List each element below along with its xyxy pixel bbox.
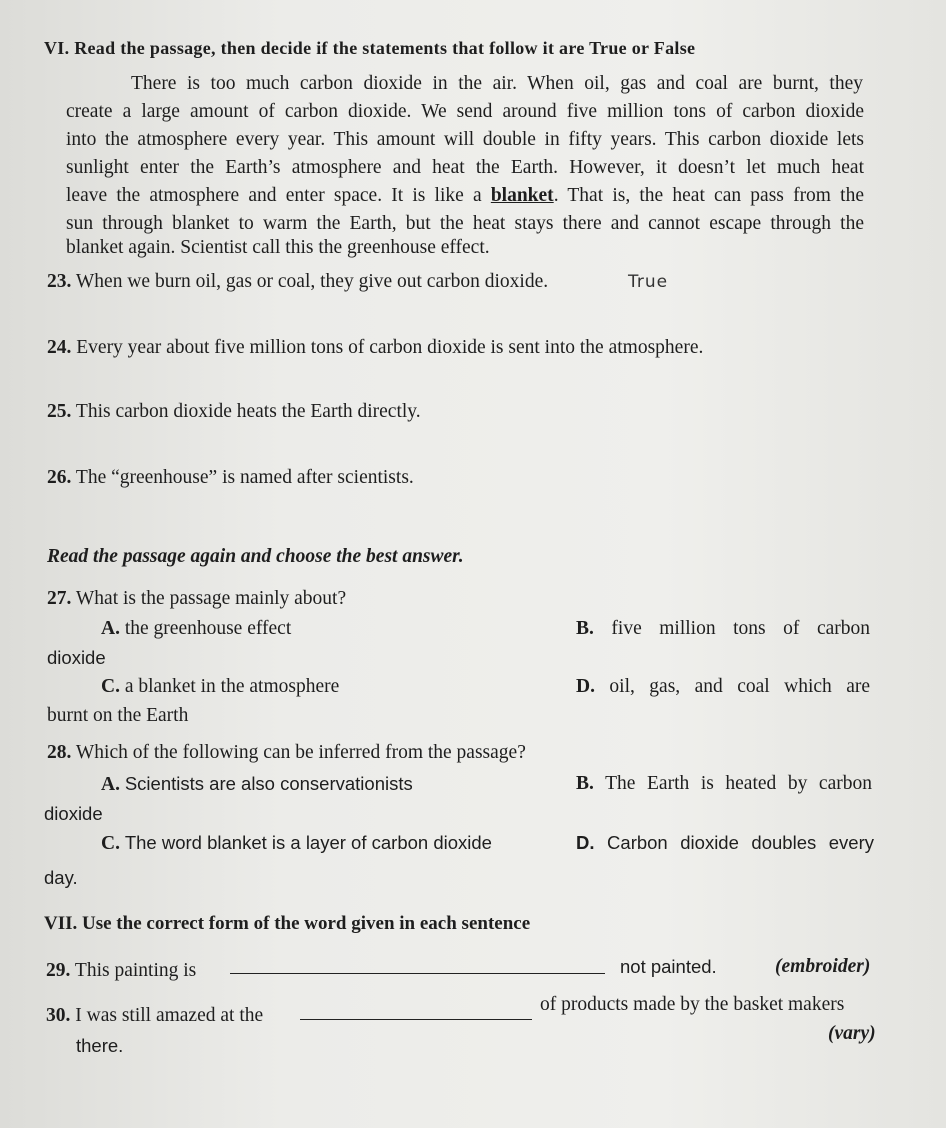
option-text: five million tons of carbon — [611, 618, 870, 639]
section-6-heading: VI. Read the passage, then decide if the statements that follow it are True or False — [44, 38, 696, 58]
q28-option-d-continued: day. — [44, 867, 78, 888]
sentence-start: I was still amazed at the — [75, 1005, 264, 1026]
word-hint-30: (vary) — [828, 1023, 876, 1044]
q28-option-d — [576, 831, 874, 855]
question-27 — [47, 587, 346, 611]
item-29-ending: not painted. — [620, 956, 717, 977]
passage-text: into the atmosphere every year. This amount will double in fifty years. This carbon dioxide lets — [66, 129, 864, 150]
passage-text: sun through blanket to warm the Earth, but the heat stays there and cannot escape through the — [66, 213, 864, 234]
passage-text: sunlight enter the Earth’s atmosphere and heat the Earth. However, it doesn’t let much heat — [66, 157, 864, 178]
statement-text: When we burn oil, gas or coal, they give out carbon dioxide. — [75, 271, 549, 292]
q27-option-d-continued: burnt on the Earth — [47, 705, 189, 726]
q27-option-d — [576, 675, 870, 699]
item-30 — [46, 1004, 263, 1028]
option-letter: C. — [101, 676, 120, 697]
q27-option-a — [101, 617, 291, 641]
passage-fragment: . That is, the heat can pass from the — [553, 185, 864, 206]
q27-option-b-continued: dioxide — [47, 647, 106, 668]
passage-line-6 — [66, 212, 864, 236]
statement-text: This carbon dioxide heats the Earth directly. — [75, 401, 421, 422]
passage-line-4 — [66, 156, 864, 180]
question-number: 28. — [47, 742, 72, 763]
statement-number: 24. — [47, 337, 72, 358]
item-29 — [46, 959, 196, 983]
question-text: Which of the following can be inferred from the passage? — [75, 742, 526, 763]
q27-option-c — [101, 675, 339, 699]
reading-instruction: Read the passage again and choose the best answer. — [47, 546, 464, 567]
q28-option-c — [101, 831, 492, 856]
passage-text: create a large amount of carbon dioxide. We send around five million tons of carbon dioxide — [66, 101, 864, 122]
question-number: 27. — [47, 588, 72, 609]
option-text: the greenhouse effect — [124, 618, 292, 639]
statement-number: 25. — [47, 401, 72, 422]
answer-blank-30[interactable] — [300, 1001, 532, 1020]
passage-line-2 — [66, 100, 864, 124]
option-text: Scientists are also conservationists — [124, 773, 413, 794]
word-hint-29: (embroider) — [775, 956, 871, 977]
item-30-continuation: there. — [76, 1035, 124, 1056]
statement-26 — [47, 466, 414, 490]
passage-line-3 — [66, 128, 864, 152]
item-number: 30. — [46, 1005, 71, 1026]
option-letter: A. — [101, 618, 120, 639]
question-28 — [47, 741, 526, 765]
q28-option-b — [576, 772, 872, 796]
statement-25 — [47, 400, 421, 424]
question-text: What is the passage mainly about? — [75, 588, 347, 609]
option-letter: A. — [101, 774, 120, 795]
option-letter: C. — [101, 833, 120, 854]
option-letter: B. — [576, 773, 594, 794]
statement-23 — [47, 270, 548, 294]
option-letter: D. — [576, 832, 595, 853]
option-letter: D. — [576, 676, 595, 697]
passage-line-7: blanket again. Scientist call this the greenhouse effect. — [66, 237, 490, 258]
statement-number: 23. — [47, 271, 72, 292]
handwritten-answer-23: True — [628, 272, 669, 292]
section-7-heading: VII. Use the correct form of the word given in each sentence — [44, 913, 531, 934]
sentence-start: This painting is — [74, 960, 197, 981]
q27-option-b — [576, 617, 870, 641]
statement-text: The “greenhouse” is named after scientists. — [75, 467, 414, 488]
option-text: oil, gas, and coal which are — [609, 676, 871, 697]
statement-text: Every year about five million tons of carbon dioxide is sent into the atmosphere. — [76, 337, 704, 358]
passage-line-1 — [131, 72, 863, 96]
item-30-ending: of products made by the basket makers — [540, 994, 845, 1015]
option-letter: B. — [576, 618, 594, 639]
passage-line-5 — [66, 184, 864, 208]
option-text: a blanket in the atmosphere — [124, 676, 340, 697]
option-text: The Earth is heated by carbon — [605, 773, 872, 794]
keyword-blanket: blanket — [490, 185, 554, 206]
option-text: Carbon dioxide doubles every — [607, 832, 875, 853]
answer-blank-29[interactable] — [230, 955, 605, 974]
q28-option-a — [101, 772, 413, 797]
statement-number: 26. — [47, 467, 72, 488]
passage-fragment: leave the atmosphere and enter space. It is like a — [66, 185, 491, 206]
passage-text: There is too much carbon dioxide in the air. When oil, gas and coal are burnt, they — [131, 73, 863, 94]
option-text: The word blanket is a layer of carbon dioxide — [124, 832, 492, 853]
statement-24 — [47, 336, 703, 360]
passage-text — [66, 184, 864, 208]
q28-option-b-continued: dioxide — [44, 803, 103, 824]
item-number: 29. — [46, 960, 71, 981]
